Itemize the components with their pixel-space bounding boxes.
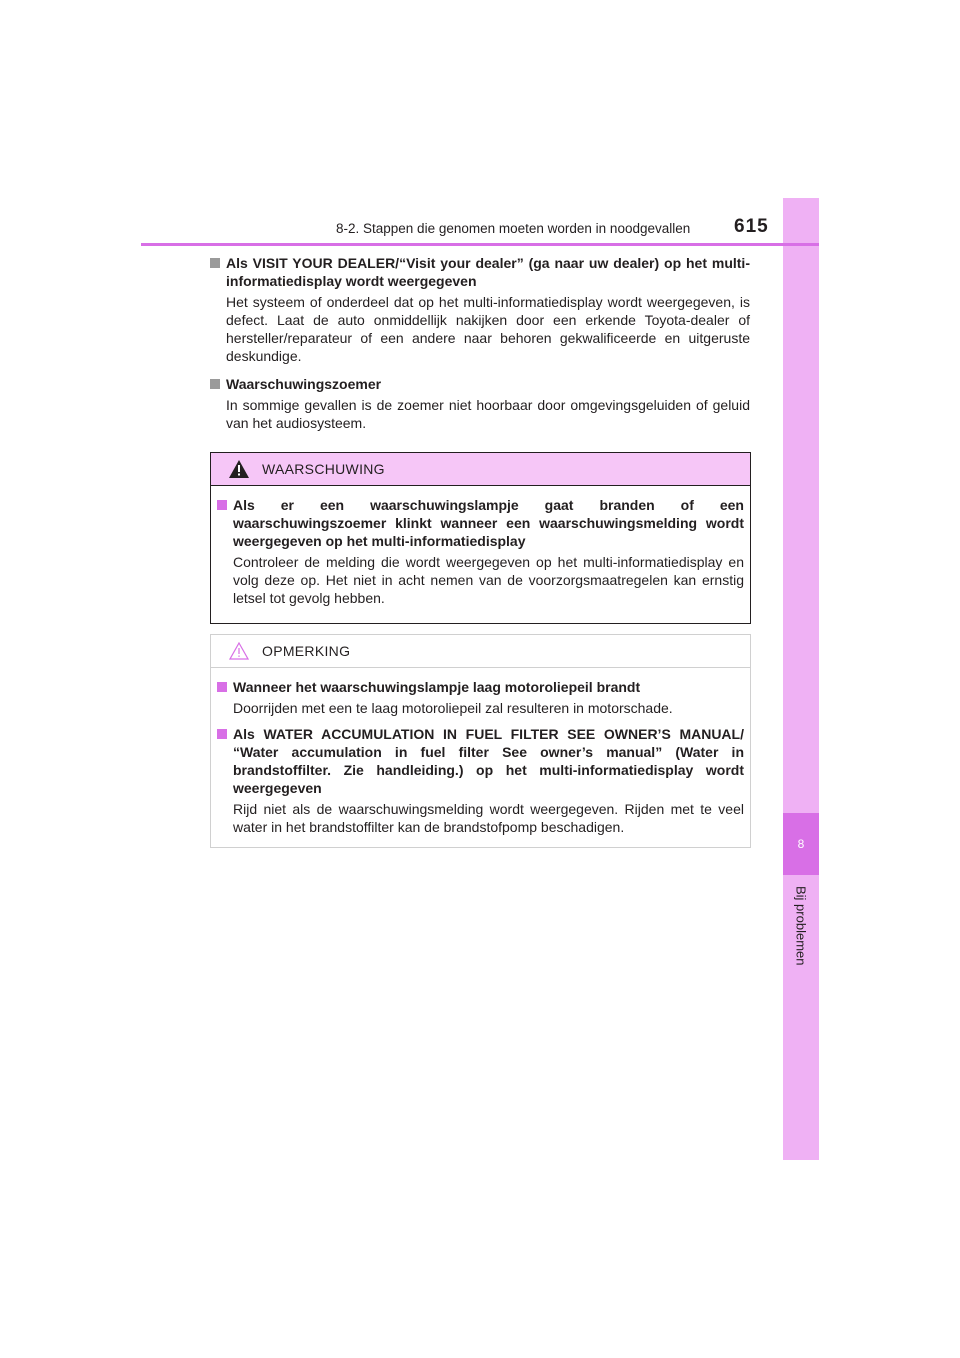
item-title: Als WATER ACCUMULATION IN FUEL FILTER SEE OWNER’S MANUAL/ “Water accumulation in fuel filter See owner’s manual” (Water in brandstoffilter. Zie handleiding.) op het multi-informatiedisplay wordt weergegeven bbox=[233, 726, 744, 796]
square-bullet-icon bbox=[217, 729, 227, 739]
square-bullet-icon bbox=[210, 258, 220, 268]
caution-triangle-outline-icon bbox=[229, 642, 249, 660]
warning-box-header bbox=[211, 453, 750, 486]
item-body: In sommige gevallen is de zoemer niet hoorbaar door omgevingsgeluiden of geluid van het audiosysteem. bbox=[226, 397, 750, 431]
square-bullet-icon bbox=[217, 682, 227, 692]
warning-box bbox=[210, 452, 751, 624]
note-item bbox=[217, 678, 744, 717]
item-title: Wanneer het waarschuwingslampje laag motoroliepeil brandt bbox=[233, 679, 641, 695]
note-item bbox=[217, 725, 744, 836]
warning-heading: WAARSCHUWING bbox=[262, 461, 385, 477]
note-box-header bbox=[211, 635, 750, 668]
warning-triangle-icon bbox=[229, 460, 249, 478]
item-body: Controleer de melding die wordt weergegeven op het multi-informatiedisplay en volg deze op. Het niet in acht nemen van de voorzorgsmaatregelen kan ernstig letsel tot gevolg hebben. bbox=[233, 554, 744, 606]
note-heading: OPMERKING bbox=[262, 643, 351, 659]
chapter-label: Bij problemen bbox=[793, 886, 809, 966]
note-box bbox=[210, 634, 751, 848]
info-item bbox=[210, 254, 750, 365]
square-bullet-icon bbox=[210, 379, 220, 389]
item-body: Doorrijden met een te laag motoroliepeil zal resulteren in motorschade. bbox=[233, 700, 673, 716]
item-title: Als VISIT YOUR DEALER/“Visit your dealer” (ga naar uw dealer) op het multi-informatiedisplay wordt weergegeven bbox=[226, 255, 750, 289]
section-title: 8-2. Stappen die genomen moeten worden in noodgevallen bbox=[336, 221, 691, 236]
chapter-number: 8 bbox=[797, 837, 805, 851]
item-title: Waarschuwingszoemer bbox=[226, 376, 382, 392]
square-bullet-icon bbox=[217, 500, 227, 510]
warning-item bbox=[217, 496, 744, 607]
item-body: Rijd niet als de waarschuwingsmelding wordt weergegeven. Rijden met te veel water in het brandstoffilter kan de brandstofpomp beschadigen. bbox=[233, 801, 744, 835]
chapter-sidebar bbox=[783, 198, 819, 1160]
page-number: 615 bbox=[734, 216, 769, 237]
chapter-number-tab[interactable] bbox=[783, 813, 819, 875]
header-divider bbox=[141, 243, 819, 246]
item-body: Het systeem of onderdeel dat op het multi-informatiedisplay wordt weergegeven, is defect. Laat de auto onmiddellijk nakijken door een erkende Toyota-dealer of hersteller/reparateur of een andere naar behoren gekwalificeerde en uitgeruste deskundige. bbox=[226, 294, 750, 364]
item-title: Als er een waarschuwingslampje gaat branden of een waarschuwingszoemer klinkt wanneer een waarschuwingsmelding wordt weergegeven op het multi-informatiedisplay bbox=[233, 497, 744, 549]
info-item bbox=[210, 375, 750, 432]
main-content bbox=[210, 254, 750, 442]
